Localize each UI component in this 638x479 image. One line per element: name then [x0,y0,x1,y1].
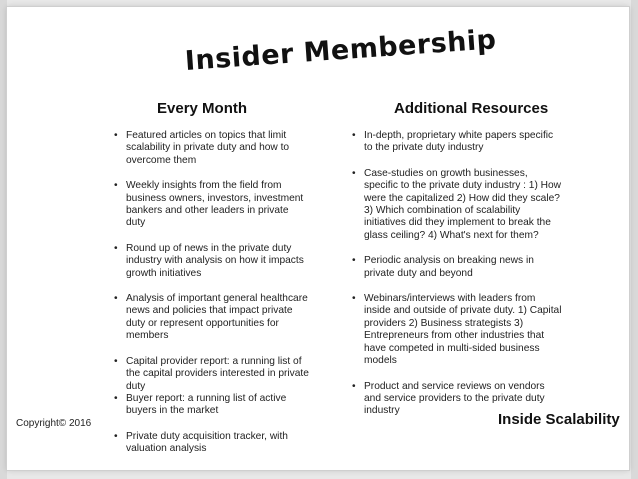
additional-resources-list [352,130,562,418]
list-item: • Product and service reviews on vendors and service providers to the private duty industry [352,381,562,418]
list-item: • In-depth, proprietary white papers specific to the private duty industry [352,130,562,155]
every-month-heading: Every Month [157,100,248,117]
list-item: • Case-studies on growth businesses, specific to the private duty industry : 1) How were the capitalized 2) How did they scale? 3) Which combination of scalability initiatives did they implement to break the glass ceiling? 4) What's next for them? [352,168,562,242]
list-item: • Featured articles on topics that limit scalability in private duty and how to overcome them [114,130,310,167]
list-item: • Webinars/interviews with leaders from inside and outside of private duty. 1) Capital providers 2) Business strategists 3) Entrepreneurs from other industries that have competed in multi-sided business models [352,293,562,367]
list-item: • Weekly insights from the field from business owners, investors, investment bankers and other leaders in private duty [114,180,310,230]
brand-name: Inside Scalability [498,411,620,428]
list-item: • Analysis of important general healthcare news and policies that impact private duty or represent opportunities for members [114,293,310,343]
list-item: • Capital provider report: a running list of the capital providers interested in private duty [114,356,310,393]
additional-resources-heading: Additional Resources [394,100,549,117]
every-month-list [114,130,310,456]
slide-title: Insider Membership [183,24,498,77]
slide [7,7,629,470]
list-item: • Round up of news in the private duty industry with analysis on how it impacts growth initiatives [114,243,310,280]
list-item: • Periodic analysis on breaking news in private duty and beyond [352,255,562,280]
list-item: • Private duty acquisition tracker, with valuation analysis [114,431,310,456]
copyright-notice: Copyright© 2016 [16,418,92,429]
right-edge-bar [631,0,638,479]
left-edge-bar [0,0,7,479]
list-item: • Buyer report: a running list of active buyers in the market [114,393,310,418]
